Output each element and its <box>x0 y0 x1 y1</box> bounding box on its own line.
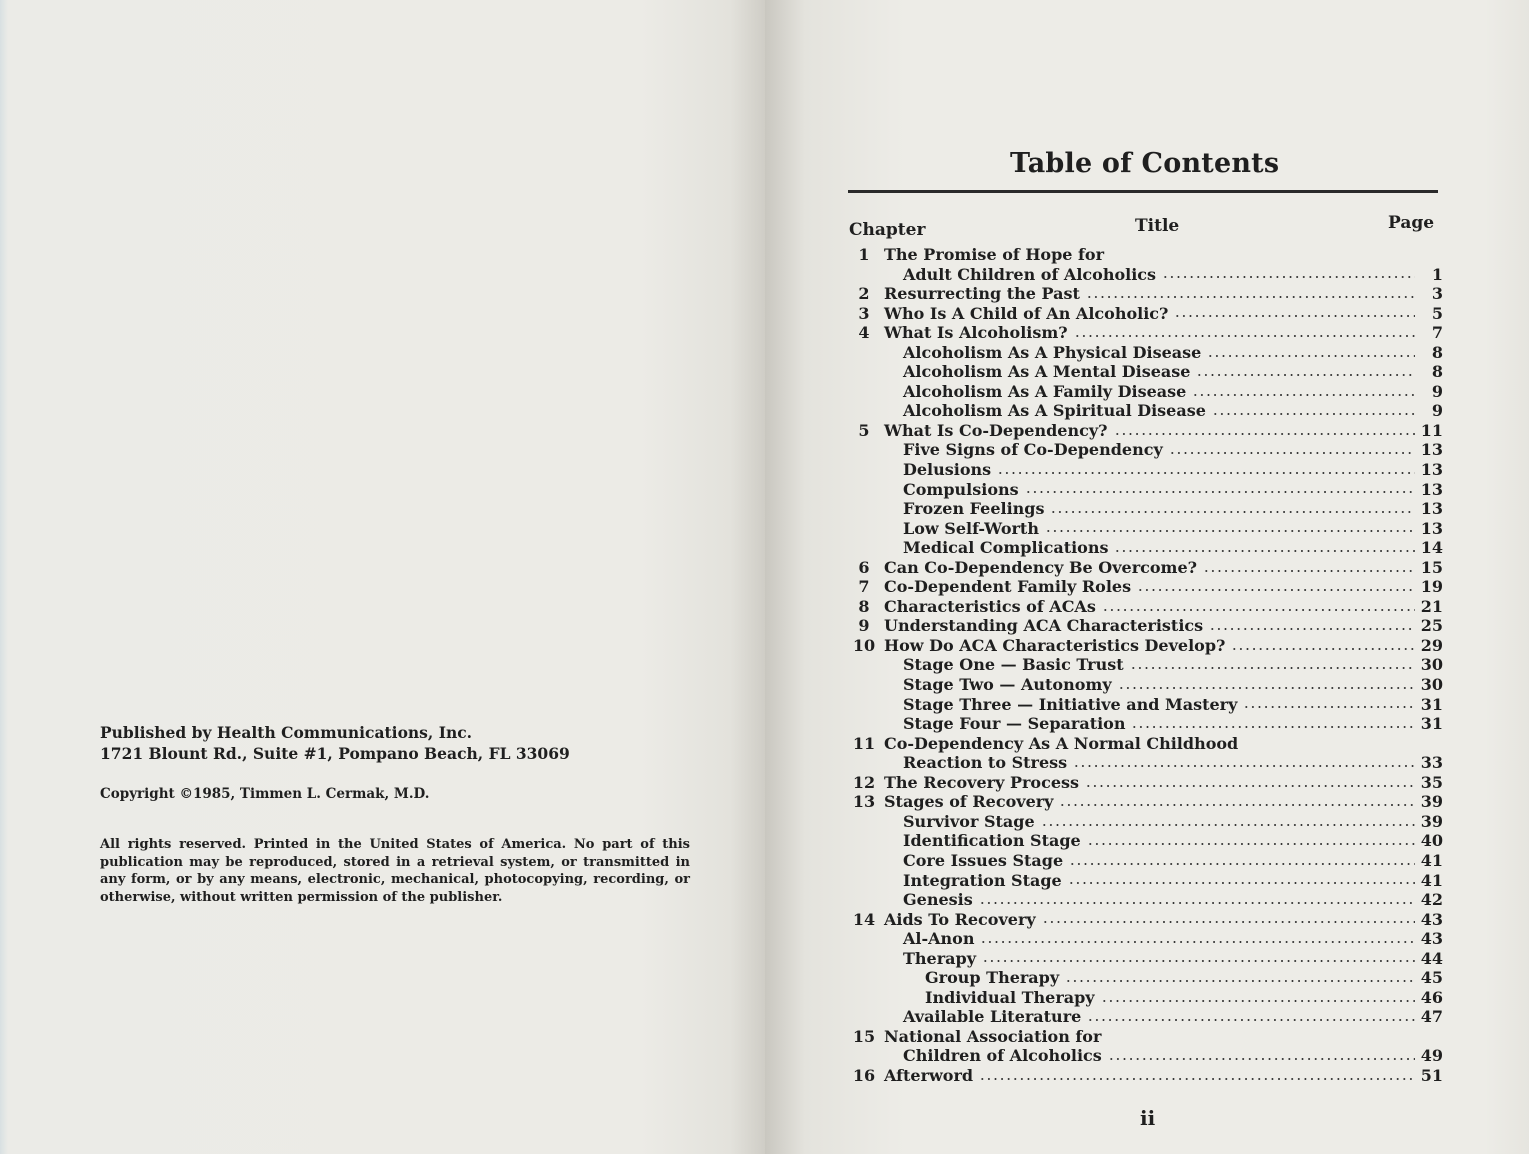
entry-page-number: 44 <box>1420 948 1443 968</box>
entry-title: Al-Anon <box>903 929 975 949</box>
entry-title: Understanding ACA Characteristics <box>884 616 1204 636</box>
entry-title: Alcoholism As A Physical Disease <box>903 342 1202 362</box>
chapter-number: 4 <box>858 323 870 343</box>
dot-leader <box>1059 804 1414 806</box>
toc-entry <box>850 812 1443 832</box>
entry-page-number: 39 <box>1420 811 1443 831</box>
toc-entry <box>850 558 1443 578</box>
toc-entry <box>850 655 1443 675</box>
entry-page-number: 8 <box>1431 342 1443 362</box>
chapter-number: 8 <box>858 596 870 616</box>
dot-leader <box>1102 609 1415 611</box>
dot-leader <box>1243 706 1414 708</box>
entry-line <box>903 362 1443 382</box>
toc-entry <box>850 968 1443 988</box>
toc-entry <box>850 245 1443 265</box>
entry-title: Individual Therapy <box>925 987 1095 1007</box>
chapter-number: 10 <box>852 635 876 655</box>
entry-title: Aids To Recovery <box>884 909 1036 929</box>
entry-page-number: 33 <box>1420 753 1443 773</box>
dot-leader <box>979 1078 1415 1080</box>
entry-title: Alcoholism As A Family Disease <box>903 381 1187 401</box>
entry-line <box>903 519 1443 539</box>
entry-line <box>884 616 1443 636</box>
chapter-number: 12 <box>852 772 876 792</box>
toc-entry <box>850 304 1443 324</box>
toc-entry <box>850 890 1443 910</box>
entry-page-number: 13 <box>1420 479 1443 499</box>
dot-leader <box>1069 863 1415 865</box>
entry-title: Characteristics of ACAs <box>884 596 1096 616</box>
dot-leader <box>1231 648 1414 650</box>
dot-leader <box>1174 315 1415 317</box>
toc-entry <box>850 440 1443 460</box>
dot-leader <box>982 960 1415 962</box>
entry-line <box>884 636 1443 656</box>
entry-line <box>903 538 1443 558</box>
entry-page-number: 1 <box>1431 264 1443 284</box>
entry-line <box>903 1046 1443 1066</box>
toc-entry <box>850 871 1443 891</box>
copyright-notice: Copyright ©1985, Timmen L. Cermak, M.D. <box>100 786 430 802</box>
entry-line <box>925 988 1443 1008</box>
entry-title: The Recovery Process <box>884 772 1080 792</box>
entry-line <box>903 675 1443 695</box>
dot-leader <box>1212 413 1415 415</box>
toc-entry <box>850 480 1443 500</box>
entry-page-number: 49 <box>1420 1046 1443 1066</box>
entry-page-number: 30 <box>1420 675 1443 695</box>
dot-leader <box>1025 491 1415 493</box>
chapter-number: 13 <box>852 792 876 812</box>
entry-title: Frozen Feelings <box>903 499 1045 519</box>
toc-entry <box>850 265 1443 285</box>
entry-line <box>884 421 1443 441</box>
dot-leader <box>1042 921 1415 923</box>
chapter-number: 15 <box>852 1026 876 1046</box>
entry-page-number: 46 <box>1420 987 1443 1007</box>
entry-title: Group Therapy <box>925 968 1060 988</box>
entry-line <box>903 714 1443 734</box>
entry-title: Low Self-Worth <box>903 518 1039 538</box>
toc-entry <box>850 1007 1443 1027</box>
entry-line <box>884 773 1443 793</box>
dot-leader <box>1209 628 1415 630</box>
entry-page-number: 11 <box>1420 420 1443 440</box>
entry-title: What Is Co-Dependency? <box>884 420 1108 440</box>
entry-title: Survivor Stage <box>903 811 1035 831</box>
chapter-number: 9 <box>858 616 870 636</box>
publisher-name: Published by Health Communications, Inc. <box>100 723 473 742</box>
entry-line <box>884 284 1443 304</box>
entry-line <box>903 753 1443 773</box>
entry-line <box>884 1027 1443 1047</box>
entry-title: Stage One — Basic Trust <box>903 655 1124 675</box>
entry-page-number: 39 <box>1420 792 1443 812</box>
dot-leader <box>1108 1058 1415 1060</box>
dot-leader <box>1137 589 1415 591</box>
toc-entry <box>850 1046 1443 1066</box>
entry-page-number: 14 <box>1420 538 1443 558</box>
entry-title: Available Literature <box>903 1007 1082 1027</box>
dot-leader <box>1192 394 1415 396</box>
entry-line <box>903 440 1443 460</box>
entry-page-number: 15 <box>1420 557 1443 577</box>
dot-leader <box>1086 296 1415 298</box>
entry-title: Compulsions <box>903 479 1019 499</box>
entry-title: Stage Four — Separation <box>903 714 1126 734</box>
dot-leader <box>1162 276 1415 278</box>
toc-entry <box>850 284 1443 304</box>
entry-page-number: 35 <box>1420 772 1443 792</box>
entry-line <box>884 1066 1443 1086</box>
toc-entry <box>850 401 1443 421</box>
entry-line <box>903 401 1443 421</box>
entry-title: Genesis <box>903 890 973 910</box>
entry-page-number: 13 <box>1420 460 1443 480</box>
chapter-number: 6 <box>858 557 870 577</box>
publisher-info <box>100 722 690 764</box>
dot-leader <box>1068 882 1415 884</box>
entry-title: Stages of Recovery <box>884 792 1054 812</box>
toc-entry <box>850 831 1443 851</box>
entry-title: Five Signs of Co-Dependency <box>903 440 1163 460</box>
entry-page-number: 40 <box>1420 831 1443 851</box>
entry-title: Reaction to Stress <box>903 753 1068 773</box>
toc-entry <box>850 421 1443 441</box>
dot-leader <box>1114 550 1414 552</box>
entry-page-number: 31 <box>1420 714 1443 734</box>
entry-page-number: 45 <box>1420 968 1443 988</box>
dot-leader <box>1114 433 1415 435</box>
toc-entry <box>850 636 1443 656</box>
entry-page-number: 47 <box>1420 1007 1443 1027</box>
dot-leader <box>1196 374 1415 376</box>
entry-line <box>903 695 1443 715</box>
dot-leader <box>997 472 1415 474</box>
toc-entry <box>850 460 1443 480</box>
toc-list <box>850 245 1443 1086</box>
entry-page-number: 13 <box>1420 518 1443 538</box>
toc-entry <box>850 949 1443 969</box>
entry-line <box>903 949 1443 969</box>
column-header-title: Title <box>1135 216 1180 236</box>
entry-line <box>903 265 1443 285</box>
entry-line <box>925 968 1443 988</box>
entry-page-number: 21 <box>1420 596 1443 616</box>
entry-line <box>903 480 1443 500</box>
entry-page-number: 51 <box>1420 1065 1443 1085</box>
toc-title: Table of Contents <box>1010 148 1280 179</box>
entry-line <box>884 792 1443 812</box>
entry-title: Medical Complications <box>903 538 1109 558</box>
entry-page-number: 3 <box>1431 284 1443 304</box>
entry-line <box>884 597 1443 617</box>
chapter-number: 2 <box>858 284 870 304</box>
toc-entry <box>850 362 1443 382</box>
entry-line <box>903 655 1443 675</box>
entry-page-number: 43 <box>1420 929 1443 949</box>
toc-entry <box>850 616 1443 636</box>
entry-title: Identification Stage <box>903 831 1081 851</box>
toc-entry <box>850 988 1443 1008</box>
entry-line <box>903 812 1443 832</box>
dot-leader <box>979 902 1415 904</box>
entry-line <box>903 382 1443 402</box>
entry-line <box>903 831 1443 851</box>
toc-entry <box>850 753 1443 773</box>
dot-leader <box>1050 511 1414 513</box>
entry-line <box>903 929 1443 949</box>
toc-entry <box>850 910 1443 930</box>
entry-title: Afterword <box>884 1065 974 1085</box>
dot-leader <box>1087 843 1415 845</box>
dot-leader <box>980 941 1414 943</box>
entry-line <box>903 851 1443 871</box>
entry-line <box>884 734 1443 754</box>
entry-page-number: 8 <box>1431 362 1443 382</box>
toc-entry <box>850 519 1443 539</box>
entry-title: Can Co-Dependency Be Overcome? <box>884 557 1198 577</box>
column-header-chapter: Chapter <box>849 220 926 240</box>
entry-page-number: 13 <box>1420 499 1443 519</box>
toc-entry <box>850 1066 1443 1086</box>
toc-entry <box>850 597 1443 617</box>
entry-title: Stage Three — Initiative and Mastery <box>903 694 1238 714</box>
entry-line <box>884 558 1443 578</box>
toc-entry <box>850 323 1443 343</box>
toc-entry <box>850 382 1443 402</box>
chapter-number: 3 <box>858 303 870 323</box>
entry-title: Integration Stage <box>903 870 1062 890</box>
entry-title: Alcoholism As A Spiritual Disease <box>903 401 1206 421</box>
toc-entry <box>850 577 1443 597</box>
entry-title: Alcoholism As A Mental Disease <box>903 362 1191 382</box>
toc-entry <box>850 1027 1443 1047</box>
entry-title: The Promise of Hope for <box>884 245 1105 264</box>
entry-page-number: 29 <box>1420 635 1443 655</box>
entry-page-number: 9 <box>1431 381 1443 401</box>
toc-entry <box>850 675 1443 695</box>
dot-leader <box>1130 667 1415 669</box>
imprint-block <box>100 722 690 906</box>
entry-line <box>903 460 1443 480</box>
toc-entry <box>850 792 1443 812</box>
entry-title: Co-Dependency As A Normal Childhood <box>884 733 1239 753</box>
entry-line <box>903 499 1443 519</box>
toc-entry <box>850 343 1443 363</box>
entry-page-number: 7 <box>1431 323 1443 343</box>
chapter-number: 1 <box>858 245 870 264</box>
entry-line <box>884 323 1443 343</box>
toc-entry <box>850 773 1443 793</box>
entry-title: Adult Children of Alcoholics <box>903 264 1157 284</box>
dot-leader <box>1065 980 1415 982</box>
entry-line <box>903 343 1443 363</box>
entry-page-number: 9 <box>1431 401 1443 421</box>
entry-page-number: 30 <box>1420 655 1443 675</box>
entry-line <box>884 910 1443 930</box>
toc-entry <box>850 929 1443 949</box>
entry-line <box>884 577 1443 597</box>
entry-page-number: 41 <box>1420 870 1443 890</box>
dot-leader <box>1203 570 1415 572</box>
entry-title: Co-Dependent Family Roles <box>884 577 1132 597</box>
chapter-number: 7 <box>858 577 870 597</box>
entry-page-number: 5 <box>1431 303 1443 323</box>
dot-leader <box>1045 530 1415 532</box>
entry-page-number: 25 <box>1420 616 1443 636</box>
entry-title: How Do ACA Characteristics Develop? <box>884 635 1226 655</box>
entry-title: Children of Alcoholics <box>903 1046 1102 1066</box>
publisher-address: 1721 Blount Rd., Suite #1, Pompano Beach, FL 33069 <box>100 744 570 763</box>
entry-title: Who Is A Child of An Alcoholic? <box>884 303 1169 323</box>
entry-title: What Is Alcoholism? <box>884 323 1068 343</box>
toc-entry <box>850 695 1443 715</box>
chapter-number: 5 <box>858 420 870 440</box>
toc-entry <box>850 538 1443 558</box>
entry-title: Stage Two — Autonomy <box>903 675 1112 695</box>
chapter-number: 14 <box>852 909 876 929</box>
rights-notice: All rights reserved. Printed in the United States of America. No part of this publication may be reproduced, stored in a retrieval system, or transmitted in any form, or by any means, electronic, mechanical, photocopying, recording, or otherwise, without written permission of the publisher. <box>100 837 690 905</box>
dot-leader <box>1073 765 1415 767</box>
toc-entry <box>850 714 1443 734</box>
page-number: ii <box>1140 1106 1156 1130</box>
column-header-page: Page <box>1388 213 1435 233</box>
title-rule <box>848 190 1438 193</box>
entry-line <box>884 304 1443 324</box>
entry-title: Resurrecting the Past <box>884 284 1080 304</box>
dot-leader <box>1101 1000 1415 1002</box>
toc-entry <box>850 499 1443 519</box>
chapter-number: 16 <box>852 1065 876 1085</box>
entry-page-number: 31 <box>1420 694 1443 714</box>
entry-line <box>884 245 1443 265</box>
dot-leader <box>1131 726 1414 728</box>
dot-leader <box>1074 335 1415 337</box>
entry-line <box>903 1007 1443 1027</box>
dot-leader <box>1087 1019 1414 1021</box>
entry-page-number: 41 <box>1420 850 1443 870</box>
dot-leader <box>1085 785 1415 787</box>
entry-line <box>903 890 1443 910</box>
entry-title: National Association for <box>884 1026 1102 1046</box>
entry-page-number: 13 <box>1420 440 1443 460</box>
toc-entry <box>850 734 1443 754</box>
entry-line <box>903 871 1443 891</box>
toc-entry <box>850 851 1443 871</box>
dot-leader <box>1207 355 1415 357</box>
entry-title: Delusions <box>903 460 992 480</box>
dot-leader <box>1041 824 1415 826</box>
entry-title: Core Issues Stage <box>903 850 1064 870</box>
chapter-number: 11 <box>852 733 876 753</box>
entry-page-number: 42 <box>1420 890 1443 910</box>
entry-page-number: 19 <box>1420 577 1443 597</box>
dot-leader <box>1118 687 1415 689</box>
entry-title: Therapy <box>903 948 976 968</box>
dot-leader <box>1169 452 1415 454</box>
entry-page-number: 43 <box>1420 909 1443 929</box>
